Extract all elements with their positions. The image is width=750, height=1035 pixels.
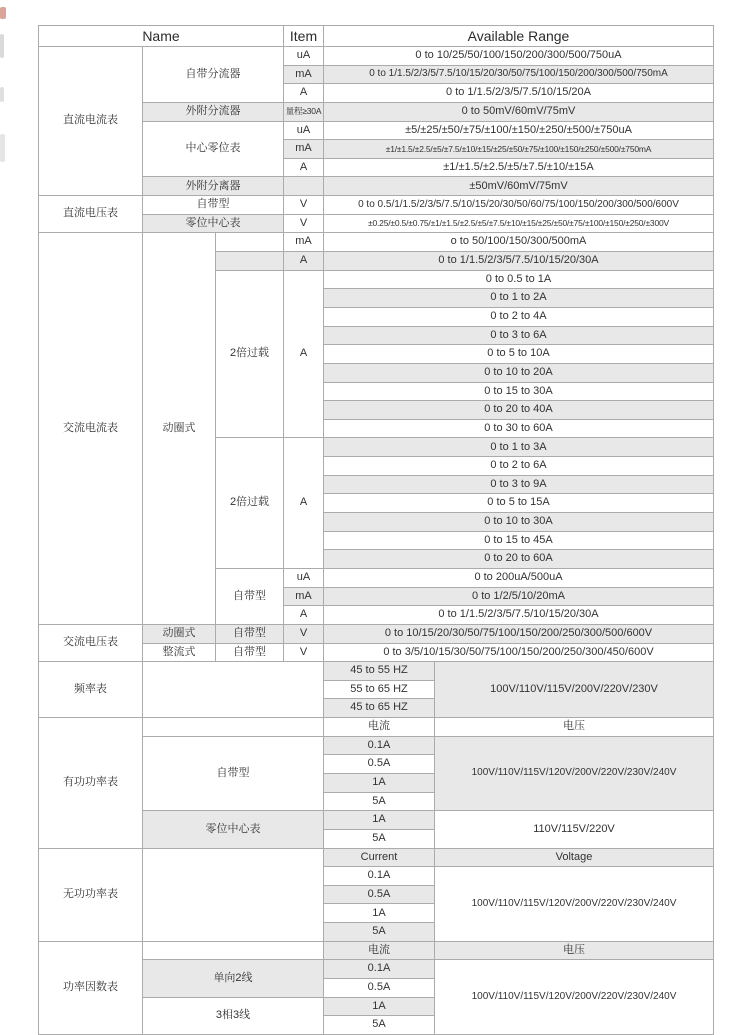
range-cell: 0 to 15 to 45A bbox=[324, 531, 714, 550]
meter-name-cell: 频率表 bbox=[39, 662, 143, 718]
meter-name-cell: 直流电压表 bbox=[39, 196, 143, 233]
item-cell: V bbox=[284, 643, 324, 662]
type-cell: 自带分流器 bbox=[143, 47, 284, 103]
range-cell: 电流 bbox=[324, 718, 435, 737]
item-cell: V bbox=[284, 196, 324, 215]
page-edge-artifact bbox=[0, 87, 4, 102]
type-cell bbox=[143, 718, 324, 737]
meter-name-cell: 有功功率表 bbox=[39, 718, 143, 848]
range-cell: 0 to 30 to 60A bbox=[324, 419, 714, 438]
table-row bbox=[39, 233, 714, 252]
item-cell: mA bbox=[284, 140, 324, 159]
range-cell: 电流 bbox=[324, 941, 435, 960]
table-row bbox=[39, 941, 714, 960]
table-row bbox=[39, 662, 714, 681]
spec-table-body bbox=[39, 47, 714, 1035]
range-cell: 0 to 3/5/10/15/30/50/75/100/150/200/250/300/450/600V bbox=[324, 643, 714, 662]
range-cell: ±50mV/60mV/75mV bbox=[324, 177, 714, 196]
item-cell: A bbox=[284, 84, 324, 103]
range-cell: 1A bbox=[324, 773, 435, 792]
item-cell: uA bbox=[284, 568, 324, 587]
table-row bbox=[39, 718, 714, 737]
type-cell: 动圈式 bbox=[143, 624, 216, 643]
range-cell: 1A bbox=[324, 904, 435, 923]
item-cell bbox=[284, 177, 324, 196]
range-cell: 55 to 65 HZ bbox=[324, 680, 435, 699]
range-cell: 电压 bbox=[435, 941, 714, 960]
range-cell: 0 to 2 to 4A bbox=[324, 307, 714, 326]
range-cell: 0 to 2 to 6A bbox=[324, 457, 714, 476]
type-cell: 自带型 bbox=[216, 624, 284, 643]
type-cell: 零位中心表 bbox=[143, 214, 284, 233]
range-cell: 0 to 1/1.5/2/3/5/7.5/10/15/20/30A bbox=[324, 606, 714, 625]
range-cell: 100V/110V/115V/120V/200V/220V/230V/240V bbox=[435, 867, 714, 942]
range-cell: 45 to 55 HZ bbox=[324, 662, 435, 681]
range-cell: 1A bbox=[324, 997, 435, 1016]
page-edge-artifact bbox=[0, 134, 5, 162]
range-cell: 0.1A bbox=[324, 867, 435, 886]
type-cell bbox=[143, 848, 324, 941]
type-cell bbox=[216, 233, 284, 252]
range-cell: 0 to 1/1.5/2/3/5/7.5/10/15/20/30A bbox=[324, 252, 714, 271]
range-cell: 100V/110V/115V/120V/200V/220V/230V/240V bbox=[435, 736, 714, 811]
range-cell: 0 to 1/2/5/10/20mA bbox=[324, 587, 714, 606]
type-cell: 外附分流器 bbox=[143, 102, 284, 121]
type-cell: 整流式 bbox=[143, 643, 216, 662]
range-cell: 0.5A bbox=[324, 755, 435, 774]
type-cell: 中心零位表 bbox=[143, 121, 284, 177]
type-cell: 自带型 bbox=[143, 736, 324, 811]
item-cell: uA bbox=[284, 121, 324, 140]
type-cell: 自带型 bbox=[143, 196, 284, 215]
range-cell: 5A bbox=[324, 923, 435, 942]
table-row bbox=[39, 196, 714, 215]
spec-table bbox=[38, 25, 714, 1035]
range-cell: ±5/±25/±50/±75/±100/±150/±250/±500/±750uA bbox=[324, 121, 714, 140]
range-cell: 0 to 3 to 6A bbox=[324, 326, 714, 345]
range-cell: 5A bbox=[324, 1016, 435, 1035]
page-edge-artifact bbox=[0, 34, 4, 58]
range-cell: 100V/110V/115V/200V/220V/230V bbox=[435, 662, 714, 718]
item-cell: uA bbox=[284, 47, 324, 66]
range-cell: 0.5A bbox=[324, 979, 435, 998]
range-cell: 0 to 10 to 20A bbox=[324, 363, 714, 382]
range-cell: 0.5A bbox=[324, 885, 435, 904]
range-cell: 0 to 10/25/50/100/150/200/300/500/750uA bbox=[324, 47, 714, 66]
range-cell: 110V/115V/220V bbox=[435, 811, 714, 848]
type-cell bbox=[143, 662, 324, 718]
item-cell: 量程≥30A bbox=[284, 102, 324, 121]
type-cell bbox=[216, 252, 284, 271]
header-row bbox=[39, 26, 714, 47]
range-cell: 5A bbox=[324, 829, 435, 848]
item-cell: A bbox=[284, 270, 324, 438]
type-cell: 零位中心表 bbox=[143, 811, 324, 848]
range-cell: 0 to 3 to 9A bbox=[324, 475, 714, 494]
range-cell: 5A bbox=[324, 792, 435, 811]
type-cell: 2倍过载 bbox=[216, 438, 284, 568]
type-cell: 3相3线 bbox=[143, 997, 324, 1034]
column-header-range: Available Range bbox=[324, 26, 714, 47]
range-cell: 0 to 200uA/500uA bbox=[324, 568, 714, 587]
range-cell: ±1/±1.5/±2.5/±5/±7.5/±10/±15A bbox=[324, 158, 714, 177]
type-cell: 自带型 bbox=[216, 568, 284, 624]
item-cell: A bbox=[284, 158, 324, 177]
range-cell: Current bbox=[324, 848, 435, 867]
range-cell: 0 to 1/1.5/2/3/5/7.5/10/15/20A bbox=[324, 84, 714, 103]
range-cell: 0 to 0.5 to 1A bbox=[324, 270, 714, 289]
meter-name-cell: 交流电流表 bbox=[39, 233, 143, 624]
range-cell: 0.1A bbox=[324, 960, 435, 979]
item-cell: A bbox=[284, 438, 324, 568]
range-cell: 1A bbox=[324, 811, 435, 830]
range-cell: 0 to 5 to 10A bbox=[324, 345, 714, 364]
range-cell: 0.1A bbox=[324, 736, 435, 755]
range-cell: 0 to 50mV/60mV/75mV bbox=[324, 102, 714, 121]
range-cell: 0 to 5 to 15A bbox=[324, 494, 714, 513]
range-cell: 0 to 20 to 40A bbox=[324, 401, 714, 420]
table-row bbox=[39, 624, 714, 643]
type-cell: 2倍过载 bbox=[216, 270, 284, 438]
page-edge-artifact bbox=[0, 7, 6, 19]
type-cell: 外附分离器 bbox=[143, 177, 284, 196]
range-cell: 45 to 65 HZ bbox=[324, 699, 435, 718]
meter-name-cell: 无功功率表 bbox=[39, 848, 143, 941]
range-cell: o to 50/100/150/300/500mA bbox=[324, 233, 714, 252]
range-cell: ±1/±1.5/±2.5/±5/±7.5/±10/±15/±25/±50/±75/±100/±150/±250/±500/±750mA bbox=[324, 140, 714, 159]
range-cell: 0 to 15 to 30A bbox=[324, 382, 714, 401]
item-cell: V bbox=[284, 214, 324, 233]
item-cell: V bbox=[284, 624, 324, 643]
item-cell: mA bbox=[284, 233, 324, 252]
table-row bbox=[39, 848, 714, 867]
meter-name-cell: 功率因数表 bbox=[39, 941, 143, 1034]
range-cell: 0 to 10 to 30A bbox=[324, 513, 714, 532]
type-cell: 单向2线 bbox=[143, 960, 324, 997]
range-cell: 100V/110V/115V/120V/200V/220V/230V/240V bbox=[435, 960, 714, 1035]
range-cell: 电压 bbox=[435, 718, 714, 737]
range-cell: 0 to 10/15/20/30/50/75/100/150/200/250/300/500/600V bbox=[324, 624, 714, 643]
meter-name-cell: 交流电压表 bbox=[39, 624, 143, 661]
range-cell: 0 to 1 to 2A bbox=[324, 289, 714, 308]
range-cell: 0 to 1/1.5/2/3/5/7.5/10/15/20/30/50/75/100/150/200/300/500/750mA bbox=[324, 65, 714, 84]
range-cell: ±0.25/±0.5/±0.75/±1/±1.5/±2.5/±5/±7.5/±10/±15/±25/±50/±75/±100/±150/±250/±300V bbox=[324, 214, 714, 233]
type-cell bbox=[143, 941, 324, 960]
range-cell: 0 to 20 to 60A bbox=[324, 550, 714, 569]
type-cell: 动圈式 bbox=[143, 233, 216, 624]
range-cell: 0 to 1 to 3A bbox=[324, 438, 714, 457]
type-cell: 自带型 bbox=[216, 643, 284, 662]
item-cell: A bbox=[284, 606, 324, 625]
item-cell: mA bbox=[284, 65, 324, 84]
meter-name-cell: 直流电流表 bbox=[39, 47, 143, 196]
column-header-item: Item bbox=[284, 26, 324, 47]
spec-sheet bbox=[38, 25, 714, 1035]
range-cell: 0 to 0.5/1/1.5/2/3/5/7.5/10/15/20/30/50/60/75/100/150/200/300/500/600V bbox=[324, 196, 714, 215]
range-cell: Voltage bbox=[435, 848, 714, 867]
item-cell: mA bbox=[284, 587, 324, 606]
item-cell: A bbox=[284, 252, 324, 271]
column-header-name: Name bbox=[39, 26, 284, 47]
table-row bbox=[39, 47, 714, 66]
